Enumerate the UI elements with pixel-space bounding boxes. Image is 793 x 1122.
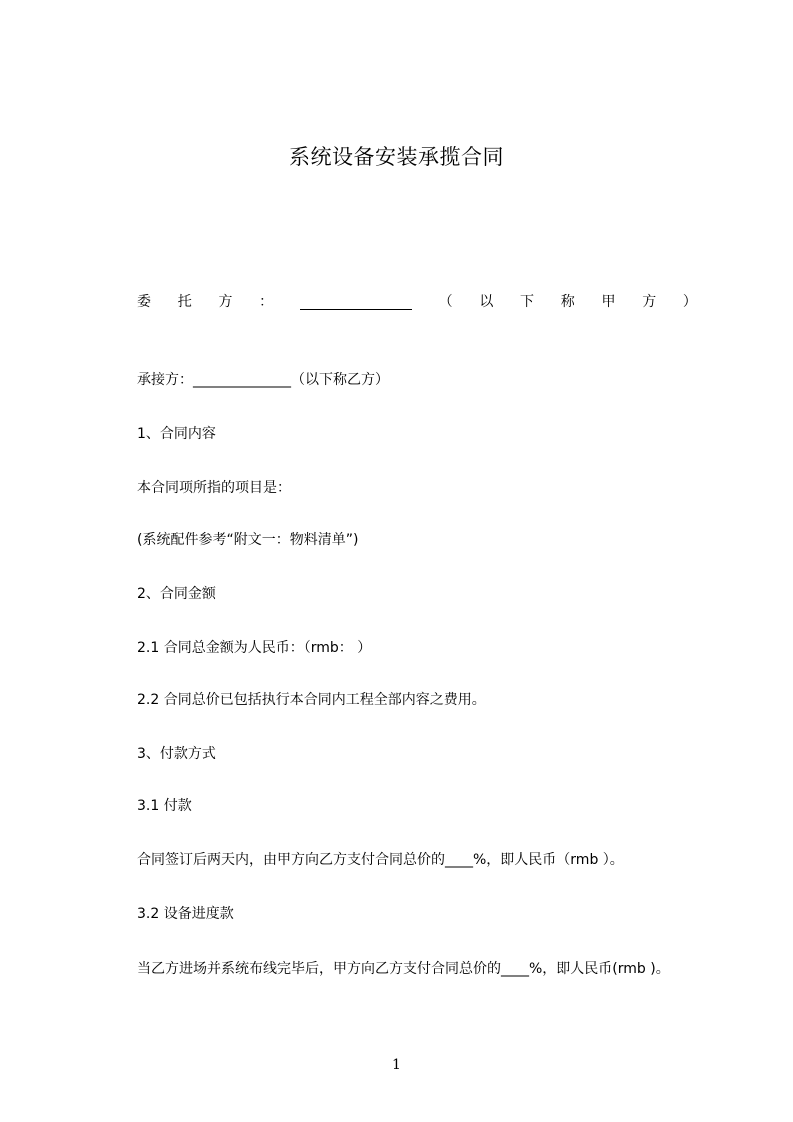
party-b-line: 承接方：______________（以下称乙方） bbox=[137, 372, 389, 388]
paragraph: 本合同项所指的项目是： bbox=[137, 480, 291, 496]
page-number: 1 bbox=[392, 1057, 401, 1073]
section-heading: 1、合同内容 bbox=[137, 426, 216, 442]
subsection-heading: 3.1 付款 bbox=[137, 798, 192, 814]
party-a-char: ： bbox=[259, 294, 274, 310]
wrapped-paragraph: 当乙方进场并系统布线完毕后，甲方向乙方支付合同总价的____%，即人民币(rmb )。 bbox=[137, 961, 670, 977]
paragraph: 合同签订后两天内，由甲方向乙方支付合同总价的____%，即人民币（rmb ）。 bbox=[137, 852, 624, 868]
paragraph: 2.1 合同总金额为人民币：（rmb： ） bbox=[137, 640, 372, 656]
party-a-char: 称 bbox=[560, 294, 575, 310]
paragraph: (系统配件参考“附文一：物料清单”) bbox=[137, 532, 359, 548]
party-a-char: 委 bbox=[137, 294, 151, 310]
party-a-char: 下 bbox=[520, 294, 535, 310]
section-heading: 2、合同金额 bbox=[137, 586, 216, 602]
party-a-line bbox=[137, 290, 697, 312]
party-a-char: 甲 bbox=[601, 294, 616, 310]
party-a-char: 托 bbox=[177, 294, 192, 310]
party-a-char: ） bbox=[682, 294, 697, 310]
party-a-char: 方 bbox=[642, 294, 657, 310]
paragraph: 2.2 合同总价已包括执行本合同内工程全部内容之费用。 bbox=[137, 692, 486, 708]
section-heading: 3、付款方式 bbox=[137, 746, 216, 762]
party-a-char: 方 bbox=[218, 294, 233, 310]
party-a-char: 以 bbox=[479, 294, 494, 310]
party-a-char: （ bbox=[438, 294, 453, 310]
document-title: 系统设备安装承揽合同 bbox=[289, 145, 504, 169]
subsection-heading: 3.2 设备进度款 bbox=[137, 906, 234, 922]
party-a-blank bbox=[300, 293, 412, 310]
